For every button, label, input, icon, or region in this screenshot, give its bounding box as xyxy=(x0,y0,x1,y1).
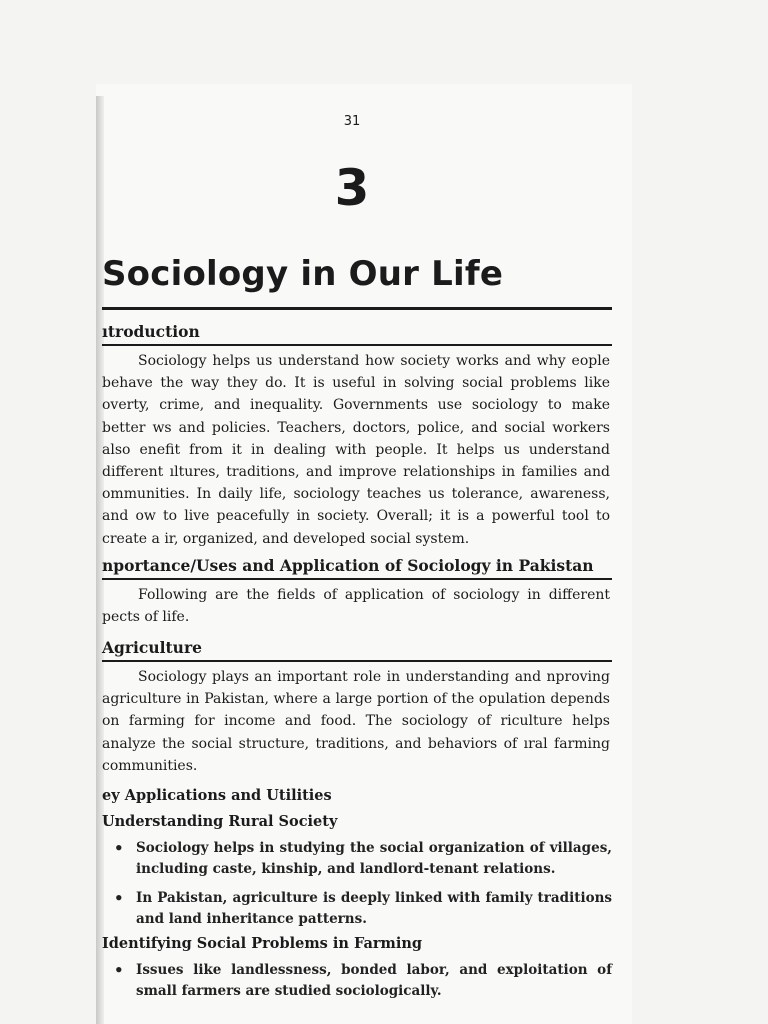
understanding-rural-society-heading: Understanding Rural Society xyxy=(102,813,338,830)
list-item: • Issues like landlessness, bonded labor, and exploitation of small farmers are studied sociologically. xyxy=(110,960,612,1002)
key-applications-heading: ey Applications and Utilities xyxy=(102,787,332,804)
agriculture-heading: Agriculture xyxy=(102,638,202,657)
importance-heading: nportance/Uses and Application of Sociology in Pakistan xyxy=(102,556,594,575)
page-number: 31 xyxy=(343,114,361,129)
identifying-social-problems-heading: Identifying Social Problems in Farming xyxy=(102,935,423,952)
list-item: • Sociology helps in studying the social organization of villages, including caste, kinship, and landlord-tenant relations. xyxy=(110,838,612,880)
chapter-title: Sociology in Our Life xyxy=(102,254,504,294)
introduction-heading: ıtroduction xyxy=(102,322,200,341)
rural-society-list xyxy=(110,838,612,938)
introduction-rule xyxy=(102,344,612,346)
list-item: • In Pakistan, agriculture is deeply linked with family traditions and land inheritance patterns. xyxy=(110,888,612,930)
introduction-paragraph: Sociology helps us understand how society works and why eople behave the way they do. It is useful in solving social problems like overty, crime, and inequality. Governments use sociology to make better ws and policies. Teachers, doctors, police, and social workers also enefit from it in dealing with people. It helps us understand different ıltures, traditions, and improve relationships in families and ommunities. In daily life, sociology teaches us tolerance, awareness, and ow to live peacefully in society. Overall; it is a powerful tool to create a ir, organized, and developed social system. xyxy=(102,353,610,547)
chapter-number: 3 xyxy=(334,159,370,217)
agriculture-paragraph: Sociology plays an important role in understanding and nproving agriculture in Pakistan, where a large portion of the opulation depends on farming for income and food. The sociology of riculture helps analyze the social structure, traditions, and behaviors of ıral farming communities. xyxy=(102,669,610,774)
agriculture-rule xyxy=(102,660,612,662)
importance-paragraph: Following are the fields of application of sociology in different pects of life. xyxy=(102,587,610,626)
title-underline xyxy=(102,307,612,310)
importance-rule xyxy=(102,578,612,580)
social-problems-list xyxy=(110,960,612,1010)
